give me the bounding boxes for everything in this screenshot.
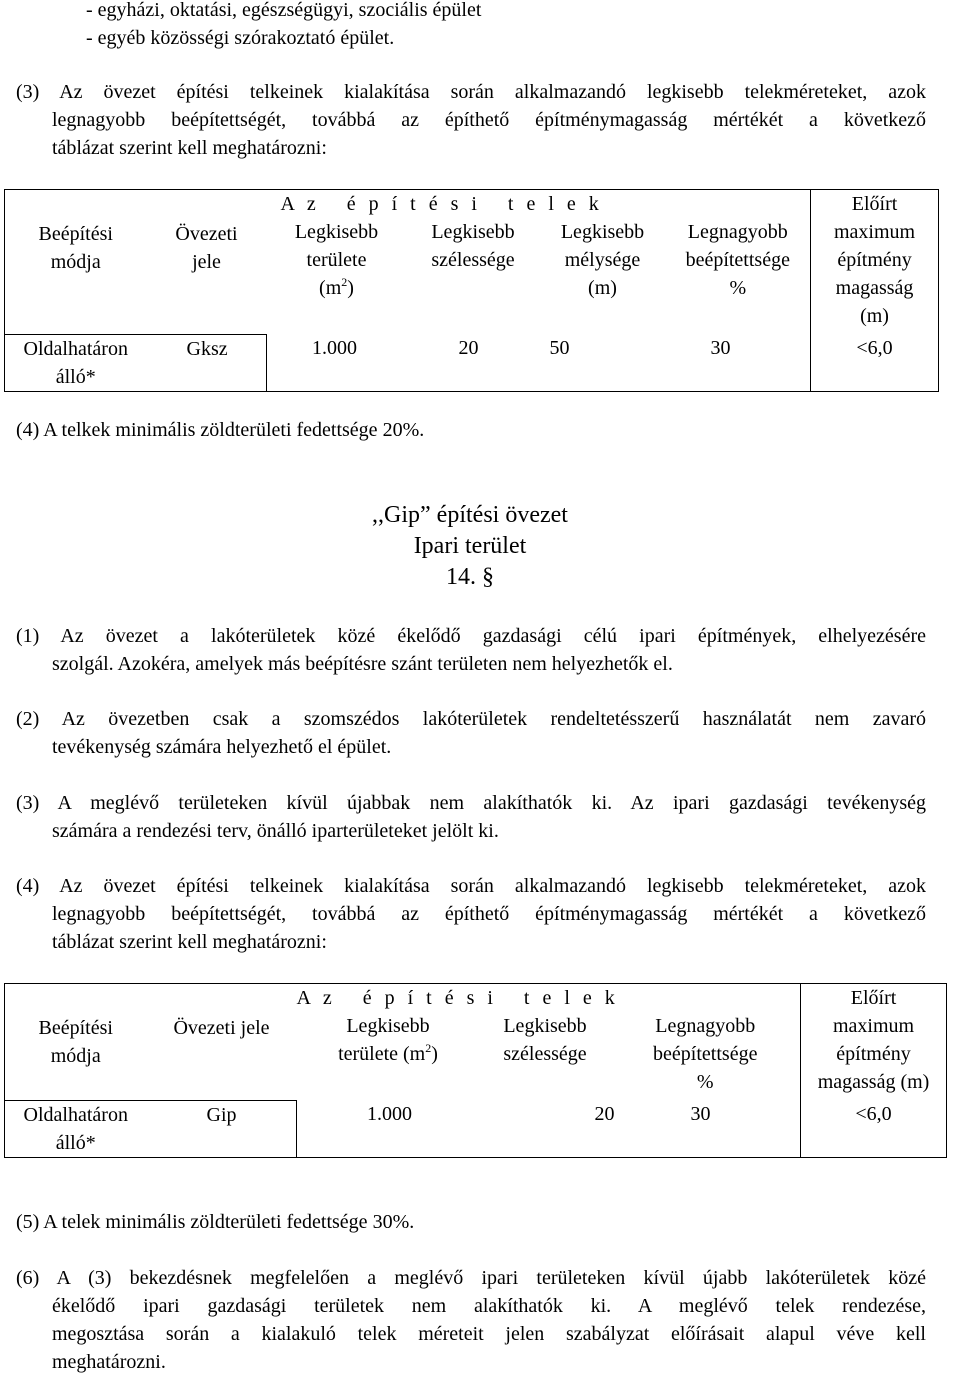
cell-mode: Oldalhatáron álló* (5, 334, 147, 391)
header-build-mode: Beépítési módja (5, 984, 147, 1101)
header-min-area: Legkisebb területe $(m^2)$ (338, 1015, 438, 1065)
cell-coverage: 30 (611, 1100, 801, 1157)
paragraph-line: (2) Az övezetben csak a szomszédos lakóterületek rendeltetésszerű használatát nem zavaró (16, 708, 926, 730)
paragraph-line: számára a rendezési terv, önálló iparterületeket jelölt ki. (52, 820, 499, 842)
paragraph-line: (3) A meglévő területeken kívül újabbak nem alakíthatók ki. Az ipari gazdasági tevékenység (16, 792, 926, 814)
header-min-area: Legkisebb területe $(m^2)$ (294, 221, 379, 299)
zone-table-gip (4, 983, 947, 1158)
header-zone-code: Övezeti jele (147, 984, 297, 1101)
paragraph-line: szolgál. Azokéra, amelyek más beépítésre szánt területen nem helyezhetők el. (52, 653, 673, 675)
paragraph-line: táblázat szerint kell meghatározni: (52, 931, 327, 953)
paragraph-line: meghatározni. (52, 1351, 166, 1373)
cell-height: <6,0 (811, 334, 939, 391)
list-item: - egyéb közösségi szórakoztató épület. (86, 27, 395, 49)
paragraph-line: (4) Az övezet építési telkeinek kialakítása során alkalmazandó legkisebb telekméreteket, azok (16, 875, 926, 897)
cell-width: 20 (480, 1100, 611, 1157)
header-plot-group: A z é p í t é s i t e l e k (267, 190, 811, 219)
paragraph-line: (3) Az övezet építési telkeinek kialakítása során alkalmazandó legkisebb telekméreteket, azok (16, 81, 926, 103)
header-max-height: Előírt maximum építmény magasság (m) (801, 984, 947, 1101)
paragraph-line: ékelődő ipari gazdasági területek nem alakíthatók ki. A meglévő telek rendezése, (52, 1295, 926, 1317)
cell-zone: Gip (147, 1100, 297, 1157)
header-zone-code: Övezeti jele (147, 190, 267, 335)
header-min-depth: Legkisebb mélysége (m) (560, 221, 645, 299)
cell-height: <6,0 (801, 1100, 947, 1157)
gip-paragraph-2 (16, 705, 926, 761)
paragraph-6 (16, 1264, 926, 1376)
section-number: 14. § (446, 564, 494, 590)
header-min-width: Legkisebb szélessége (503, 1015, 587, 1065)
paragraph-line: tevékenység számára helyezhető el épület. (52, 736, 392, 758)
header-min-width: Legkisebb szélessége (431, 221, 515, 271)
gip-paragraph-3 (16, 789, 926, 845)
paragraph-line: legnagyobb beépítettségét, továbbá az építhető építménymagasság mértékét a következő (52, 109, 926, 131)
cell-area: 1.000 (297, 1100, 480, 1157)
top-list (86, 0, 481, 52)
paragraph-line: legnagyobb beépítettségét, továbbá az építhető építménymagasság mértékét a következő (52, 903, 926, 925)
paragraph-line: megosztása során a kialakuló telek méreteit jelen szabályzat előírásait alapul véve kell (52, 1323, 926, 1345)
cell-zone: Gksz (147, 334, 267, 391)
cell-mode: Oldalhatáron álló* (5, 1100, 147, 1157)
cell-coverage: 30 (666, 334, 811, 391)
table-row (5, 334, 939, 391)
header-max-height: Előírt maximum építmény magasság (m) (811, 190, 939, 335)
cell-depth: 50 (540, 334, 666, 391)
zone-title: ,,Gip” építési övezet (372, 502, 568, 528)
header-plot-group: A z é p í t é s i t e l e k (297, 984, 801, 1013)
cell-width: 20 (407, 334, 540, 391)
gip-paragraph-1 (16, 622, 926, 678)
paragraph-4: (4) A telkek minimális zöldterületi fedettsége 20%. (16, 419, 425, 441)
table-row (5, 1100, 947, 1157)
cell-area: 1.000 (267, 334, 407, 391)
zone-table-gksz (4, 189, 939, 392)
paragraph-line: (1) Az övezet a lakóterületek közé ékelődő gazdasági célú ipari építmények, elhelyezésére (16, 625, 926, 647)
header-max-coverage: Legnagyobb beépítettsége % (653, 1015, 758, 1093)
list-item: - egyházi, oktatási, egészségügyi, szociális épület (86, 0, 482, 21)
header-build-mode: Beépítési módja (5, 190, 147, 335)
paragraph-5: (5) A telek minimális zöldterületi fedettsége 30%. (16, 1211, 415, 1233)
paragraph-line: táblázat szerint kell meghatározni: (52, 137, 327, 159)
gip-paragraph-4 (16, 872, 926, 956)
zone-subtitle: Ipari terület (413, 533, 527, 559)
paragraph-line: (6) A (3) bekezdésnek megfelelően a meglévő ipari területeken kívül újabb lakóterületek közé (16, 1267, 926, 1289)
paragraph-3 (16, 78, 926, 162)
header-max-coverage: Legnagyobb beépítettsége % (685, 221, 790, 299)
